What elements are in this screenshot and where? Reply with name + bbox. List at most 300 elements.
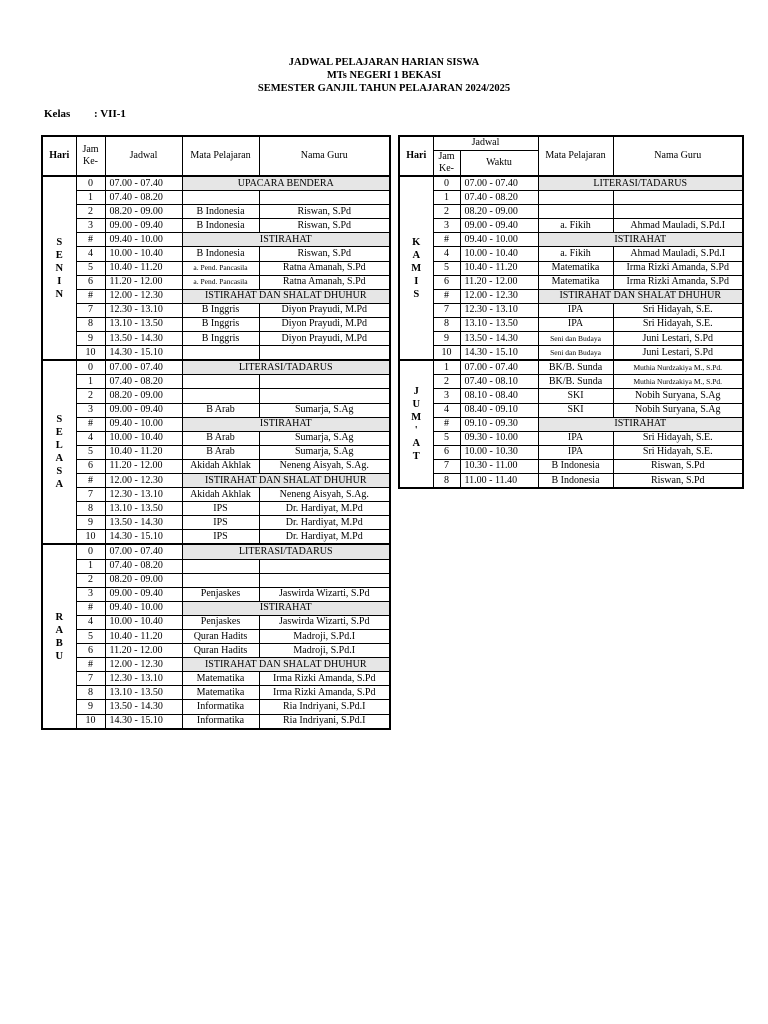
table-row (42, 431, 390, 445)
waktu-cell: 11.20 - 12.00 (105, 275, 182, 289)
jam-cell: 4 (433, 403, 460, 417)
table-row (399, 459, 743, 473)
guru-cell: Riswan, S.Pd (613, 473, 743, 488)
waktu-cell: 08.20 - 09.00 (105, 573, 182, 587)
waktu-cell: 10.00 - 10.40 (105, 615, 182, 629)
break-cell: ISTIRAHAT (182, 233, 390, 247)
jam-cell: 0 (433, 176, 460, 191)
waktu-cell: 08.40 - 09.10 (460, 403, 538, 417)
waktu-cell: 14.30 - 15.10 (460, 346, 538, 361)
guru-cell: Sumarja, S.Ag (259, 403, 390, 417)
table-row (42, 644, 390, 658)
waktu-cell: 13.50 - 14.30 (105, 332, 182, 346)
waktu-cell: 13.10 - 13.50 (105, 502, 182, 516)
jam-cell: 3 (76, 587, 105, 601)
table-row (399, 473, 743, 488)
table-row (42, 389, 390, 403)
break-cell: ISTIRAHAT DAN SHALAT DHUHUR (538, 289, 743, 303)
waktu-cell: 12.00 - 12.30 (105, 473, 182, 487)
mapel-cell: B Arab (182, 431, 259, 445)
waktu-cell: 09.40 - 10.00 (460, 233, 538, 247)
schedule-table-left (41, 135, 391, 730)
guru-cell: Sri Hidayah, S.E. (613, 303, 743, 317)
table-row (42, 573, 390, 587)
jam-cell: 5 (76, 445, 105, 459)
waktu-cell: 12.00 - 12.30 (460, 289, 538, 303)
table-row (399, 360, 743, 375)
waktu-cell: 07.00 - 07.40 (460, 360, 538, 375)
waktu-cell: 09.40 - 10.00 (105, 233, 182, 247)
day-name (42, 360, 76, 544)
guru-cell (259, 573, 390, 587)
guru-cell: Nobih Suryana, S.Ag (613, 389, 743, 403)
jam-cell: 6 (76, 644, 105, 658)
waktu-cell: 09.00 - 09.40 (460, 219, 538, 233)
waktu-cell: 07.40 - 08.20 (105, 191, 182, 205)
table-row (42, 317, 390, 331)
jam-cell: 6 (433, 445, 460, 459)
guru-cell (259, 375, 390, 389)
day-group (42, 544, 390, 728)
mapel-cell (182, 389, 259, 403)
day-name (42, 544, 76, 728)
jam-cell: 1 (76, 559, 105, 573)
mapel-cell: Akidah Akhlak (182, 459, 259, 473)
guru-cell: Riswan, S.Pd (259, 205, 390, 219)
table-row (399, 417, 743, 431)
waktu-cell: 10.00 - 10.40 (460, 247, 538, 261)
guru-cell (613, 191, 743, 205)
jam-cell: 4 (76, 247, 105, 261)
guru-cell (259, 346, 390, 361)
mapel-cell: Informatika (182, 700, 259, 714)
guru-cell (259, 559, 390, 573)
waktu-cell: 09.30 - 10.00 (460, 431, 538, 445)
header-jam: Jam Ke- (76, 136, 105, 176)
waktu-cell: 09.00 - 09.40 (105, 587, 182, 601)
table-row (42, 601, 390, 615)
jam-cell: 8 (433, 473, 460, 488)
guru-cell (259, 389, 390, 403)
waktu-cell: 12.30 - 13.10 (460, 303, 538, 317)
waktu-cell: 09.10 - 09.30 (460, 417, 538, 431)
day-label: R A B U (55, 611, 64, 662)
waktu-cell: 10.30 - 11.00 (460, 459, 538, 473)
jam-cell: 3 (433, 219, 460, 233)
guru-cell: Sri Hidayah, S.E. (613, 317, 743, 331)
jam-cell: 7 (433, 303, 460, 317)
jam-cell: 3 (76, 403, 105, 417)
waktu-cell: 11.20 - 12.00 (105, 644, 182, 658)
day-label: J U M ' A T (411, 386, 422, 463)
break-cell: UPACARA BENDERA (182, 176, 390, 191)
jam-cell: 6 (76, 459, 105, 473)
jam-cell: 5 (76, 630, 105, 644)
header-mapel: Mata Pelajaran (182, 136, 259, 176)
waktu-cell: 12.30 - 13.10 (105, 488, 182, 502)
guru-cell: Diyon Prayudi, M.Pd (259, 317, 390, 331)
mapel-cell: Seni dan Budaya (538, 332, 613, 346)
guru-cell: Dr. Hardiyat, M.Pd (259, 502, 390, 516)
jam-cell: # (76, 658, 105, 672)
day-name (399, 360, 433, 488)
jam-cell: 5 (76, 261, 105, 275)
table-row (42, 303, 390, 317)
table-row (399, 289, 743, 303)
jam-cell: 8 (433, 317, 460, 331)
jam-cell: 9 (76, 700, 105, 714)
jam-cell: 9 (76, 516, 105, 530)
mapel-cell: a. Pend. Pancasila (182, 261, 259, 275)
break-cell: ISTIRAHAT DAN SHALAT DHUHUR (182, 658, 390, 672)
mapel-cell: Seni dan Budaya (538, 346, 613, 361)
jam-cell: 8 (76, 317, 105, 331)
day-group (399, 176, 743, 360)
title-line-2: MTs NEGERI 1 BEKASI (326, 70, 442, 81)
day-group (42, 176, 390, 360)
guru-cell: Sri Hidayah, S.E. (613, 431, 743, 445)
waktu-cell: 07.00 - 07.40 (105, 544, 182, 559)
waktu-cell: 11.00 - 11.40 (460, 473, 538, 488)
table-row (42, 459, 390, 473)
guru-cell: Jaswirda Wizarti, S.Pd (259, 615, 390, 629)
guru-cell: Riswan, S.Pd (613, 459, 743, 473)
mapel-cell: Akidah Akhlak (182, 488, 259, 502)
jam-cell: 7 (433, 459, 460, 473)
guru-cell: Juni Lestari, S.Pd (613, 346, 743, 361)
waktu-cell: 09.00 - 09.40 (105, 403, 182, 417)
mapel-cell: Matematika (182, 686, 259, 700)
table-row (42, 544, 390, 559)
header-jadwal: Jadwal (105, 136, 182, 176)
jam-cell: 1 (76, 375, 105, 389)
table-row (42, 714, 390, 729)
break-cell: ISTIRAHAT DAN SHALAT DHUHUR (182, 473, 390, 487)
mapel-cell: Penjaskes (182, 587, 259, 601)
header-hari: Hari (399, 136, 433, 176)
table-row (42, 473, 390, 487)
jam-cell: 7 (76, 303, 105, 317)
break-cell: LITERASI/TADARUS (182, 544, 390, 559)
guru-cell: Irma Rizki Amanda, S.Pd (613, 275, 743, 289)
guru-cell (613, 205, 743, 219)
guru-cell: Irma Rizki Amanda, S.Pd (613, 261, 743, 275)
mapel-cell (182, 573, 259, 587)
mapel-cell (182, 191, 259, 205)
mapel-cell (182, 375, 259, 389)
jam-cell: 5 (433, 261, 460, 275)
guru-cell: Neneng Aisyah, S.Ag. (259, 488, 390, 502)
mapel-cell: Informatika (182, 714, 259, 729)
table-row (42, 658, 390, 672)
jam-cell: 8 (76, 502, 105, 516)
table-row (399, 375, 743, 389)
table-row (399, 261, 743, 275)
jam-cell: 1 (76, 191, 105, 205)
jam-cell: 0 (76, 360, 105, 375)
jam-cell: 1 (433, 191, 460, 205)
guru-cell: Ratna Amanah, S.Pd (259, 275, 390, 289)
guru-cell: Ahmad Mauladi, S.Pd.I (613, 219, 743, 233)
jam-cell: 6 (76, 275, 105, 289)
guru-cell: Dr. Hardiyat, M.Pd (259, 516, 390, 530)
waktu-cell: 10.40 - 11.20 (105, 261, 182, 275)
mapel-cell: a. Fikih (538, 219, 613, 233)
guru-cell: Madroji, S.Pd.I (259, 644, 390, 658)
table-row (42, 488, 390, 502)
header-hari: Hari (42, 136, 76, 176)
jam-cell: # (433, 233, 460, 247)
mapel-cell: Penjaskes (182, 615, 259, 629)
break-cell: ISTIRAHAT DAN SHALAT DHUHUR (182, 289, 390, 303)
guru-cell: Ria Indriyani, S.Pd.I (259, 714, 390, 729)
mapel-cell (538, 191, 613, 205)
table-row (42, 261, 390, 275)
break-cell: ISTIRAHAT (182, 601, 390, 615)
guru-cell: Irma Rizki Amanda, S.Pd (259, 672, 390, 686)
mapel-cell: Quran Hadits (182, 630, 259, 644)
table-row (399, 317, 743, 331)
waktu-cell: 08.10 - 08.40 (460, 389, 538, 403)
guru-cell: Ria Indriyani, S.Pd.I (259, 700, 390, 714)
table-row (42, 346, 390, 361)
guru-cell: Diyon Prayudi, M.Pd (259, 303, 390, 317)
class-info (44, 108, 126, 120)
jam-cell: # (76, 601, 105, 615)
mapel-cell: IPA (538, 431, 613, 445)
waktu-cell: 11.20 - 12.00 (105, 459, 182, 473)
table-row (399, 445, 743, 459)
waktu-cell: 13.50 - 14.30 (460, 332, 538, 346)
table-row (399, 247, 743, 261)
waktu-cell: 11.20 - 12.00 (460, 275, 538, 289)
table-row (399, 303, 743, 317)
day-label: S E N I N (55, 236, 64, 300)
waktu-cell: 12.00 - 12.30 (105, 289, 182, 303)
jam-cell: 1 (433, 360, 460, 375)
header-guru: Nama Guru (259, 136, 390, 176)
waktu-cell: 09.40 - 10.00 (105, 417, 182, 431)
table-row (399, 431, 743, 445)
mapel-cell (182, 559, 259, 573)
jam-cell: 0 (76, 176, 105, 191)
jam-cell: 7 (76, 488, 105, 502)
jam-cell: # (76, 473, 105, 487)
waktu-cell: 12.30 - 13.10 (105, 303, 182, 317)
waktu-cell: 13.10 - 13.50 (105, 686, 182, 700)
guru-cell: Riswan, S.Pd (259, 247, 390, 261)
waktu-cell: 09.00 - 09.40 (105, 219, 182, 233)
mapel-cell (538, 205, 613, 219)
waktu-cell: 13.10 - 13.50 (105, 317, 182, 331)
table-row (42, 615, 390, 629)
guru-cell: Muthia Nurdzakiya M., S.Pd. (613, 360, 743, 375)
class-value: : VII-1 (94, 108, 126, 120)
table-row (399, 205, 743, 219)
table-row (42, 403, 390, 417)
waktu-cell: 08.20 - 09.00 (105, 389, 182, 403)
day-label: K A M I S (411, 236, 422, 300)
waktu-cell: 09.40 - 10.00 (105, 601, 182, 615)
jam-cell: 3 (433, 389, 460, 403)
day-group (399, 360, 743, 488)
jam-cell: # (433, 417, 460, 431)
table-row (42, 176, 390, 191)
table-row (399, 233, 743, 247)
jam-cell: # (433, 289, 460, 303)
guru-cell: Ahmad Mauladi, S.Pd.I (613, 247, 743, 261)
waktu-cell: 10.40 - 11.20 (105, 630, 182, 644)
jam-cell: 9 (433, 332, 460, 346)
mapel-cell: IPS (182, 502, 259, 516)
table-row (42, 445, 390, 459)
table-row (42, 700, 390, 714)
waktu-cell: 07.00 - 07.40 (460, 176, 538, 191)
waktu-cell: 07.40 - 08.10 (460, 375, 538, 389)
header-jam: Jam Ke- (433, 150, 460, 176)
waktu-cell: 14.30 - 15.10 (105, 346, 182, 361)
waktu-cell: 13.10 - 13.50 (460, 317, 538, 331)
guru-cell: Juni Lestari, S.Pd (613, 332, 743, 346)
waktu-cell: 08.20 - 09.00 (105, 205, 182, 219)
waktu-cell: 12.30 - 13.10 (105, 672, 182, 686)
table-row (42, 205, 390, 219)
mapel-cell: BK/B. Sunda (538, 360, 613, 375)
jam-cell: # (76, 233, 105, 247)
table-row (42, 672, 390, 686)
table-row (42, 530, 390, 545)
day-label: S E L A S A (55, 414, 64, 491)
table-row (42, 686, 390, 700)
guru-cell: Irma Rizki Amanda, S.Pd (259, 686, 390, 700)
waktu-cell: 12.00 - 12.30 (105, 658, 182, 672)
table-row (42, 375, 390, 389)
table-row (399, 191, 743, 205)
day-name (399, 176, 433, 360)
waktu-cell: 07.00 - 07.40 (105, 360, 182, 375)
jam-cell: 10 (76, 714, 105, 729)
mapel-cell: B Arab (182, 445, 259, 459)
mapel-cell: Matematika (538, 261, 613, 275)
table-row (399, 403, 743, 417)
table-row (399, 332, 743, 346)
waktu-cell: 07.40 - 08.20 (460, 191, 538, 205)
jam-cell: 6 (433, 275, 460, 289)
table-row (42, 191, 390, 205)
table-row (42, 289, 390, 303)
waktu-cell: 07.40 - 08.20 (105, 375, 182, 389)
title-line-1: JADWAL PELAJARAN HARIAN SISWA (288, 57, 480, 68)
table-row (42, 360, 390, 375)
guru-cell: Nobih Suryana, S.Ag (613, 403, 743, 417)
table-row (42, 516, 390, 530)
break-cell: ISTIRAHAT (182, 417, 390, 431)
mapel-cell: Matematika (538, 275, 613, 289)
table-row (42, 332, 390, 346)
jam-cell: 2 (76, 205, 105, 219)
guru-cell: Ratna Amanah, S.Pd (259, 261, 390, 275)
header-guru: Nama Guru (613, 136, 743, 176)
jam-cell: # (76, 417, 105, 431)
jam-cell: 7 (76, 672, 105, 686)
mapel-cell: IPA (538, 445, 613, 459)
guru-cell: Sumarja, S.Ag (259, 445, 390, 459)
guru-cell: Neneng Aisyah, S.Ag. (259, 459, 390, 473)
waktu-cell: 10.40 - 11.20 (460, 261, 538, 275)
waktu-cell: 14.30 - 15.10 (105, 530, 182, 545)
table-row (42, 247, 390, 261)
waktu-cell: 14.30 - 15.10 (105, 714, 182, 729)
day-group (42, 360, 390, 544)
table-row (399, 176, 743, 191)
jam-cell: 5 (433, 431, 460, 445)
class-label: Kelas (44, 108, 71, 120)
jam-cell: 0 (76, 544, 105, 559)
waktu-cell: 13.50 - 14.30 (105, 516, 182, 530)
header-jadwal: Jadwal (433, 136, 538, 150)
table-row (42, 502, 390, 516)
jam-cell: 8 (76, 686, 105, 700)
guru-cell: Jaswirda Wizarti, S.Pd (259, 587, 390, 601)
guru-cell: Riswan, S.Pd (259, 219, 390, 233)
waktu-cell: 13.50 - 14.30 (105, 700, 182, 714)
waktu-cell: 08.20 - 09.00 (460, 205, 538, 219)
waktu-cell: 07.00 - 07.40 (105, 176, 182, 191)
mapel-cell: B Indonesia (182, 219, 259, 233)
guru-cell (259, 191, 390, 205)
guru-cell: Sumarja, S.Ag (259, 431, 390, 445)
jam-cell: # (76, 289, 105, 303)
mapel-cell: SKI (538, 389, 613, 403)
mapel-cell: Quran Hadits (182, 644, 259, 658)
mapel-cell: IPA (538, 303, 613, 317)
guru-cell: Muthia Nurdzakiya M., S.Pd. (613, 375, 743, 389)
mapel-cell: B Indonesia (538, 473, 613, 488)
mapel-cell: B Inggris (182, 317, 259, 331)
break-cell: LITERASI/TADARUS (538, 176, 743, 191)
jam-cell: 2 (76, 389, 105, 403)
mapel-cell (182, 346, 259, 361)
break-cell: ISTIRAHAT (538, 233, 743, 247)
table-row (399, 219, 743, 233)
title-line-3: SEMESTER GANJIL TAHUN PELAJARAN 2024/2025 (257, 83, 511, 94)
jam-cell: 2 (433, 375, 460, 389)
table-row (42, 233, 390, 247)
mapel-cell: IPS (182, 530, 259, 545)
mapel-cell: a. Pend. Pancasila (182, 275, 259, 289)
day-name (42, 176, 76, 360)
table-row (42, 219, 390, 233)
table-row (42, 559, 390, 573)
guru-cell: Madroji, S.Pd.I (259, 630, 390, 644)
waktu-cell: 10.00 - 10.40 (105, 431, 182, 445)
mapel-cell: BK/B. Sunda (538, 375, 613, 389)
table-row (42, 417, 390, 431)
jam-cell: 4 (76, 431, 105, 445)
table-row (399, 275, 743, 289)
jam-cell: 4 (433, 247, 460, 261)
mapel-cell: IPS (182, 516, 259, 530)
break-cell: LITERASI/TADARUS (182, 360, 390, 375)
mapel-cell: Matematika (182, 672, 259, 686)
schedule-table-right (398, 135, 744, 489)
jam-cell: 10 (433, 346, 460, 361)
document-title (0, 56, 768, 95)
mapel-cell: B Indonesia (538, 459, 613, 473)
guru-cell: Dr. Hardiyat, M.Pd (259, 530, 390, 545)
waktu-cell: 07.40 - 08.20 (105, 559, 182, 573)
table-row (399, 389, 743, 403)
